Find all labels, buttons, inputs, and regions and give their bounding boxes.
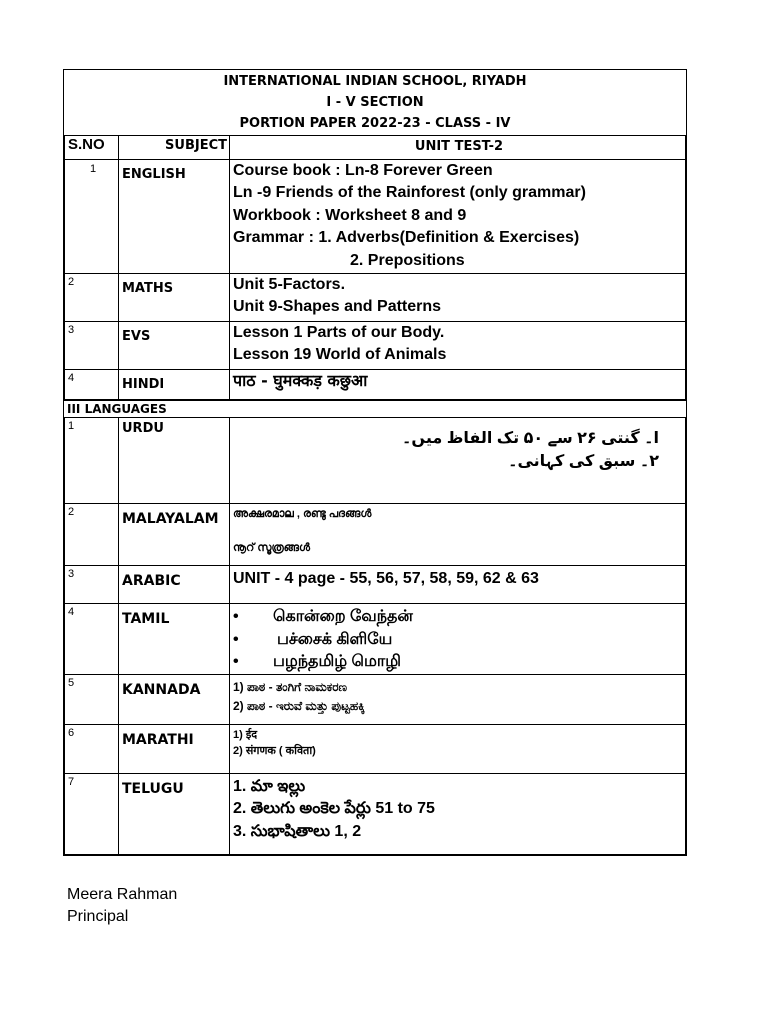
row-maths bbox=[65, 273, 686, 321]
unit-test-header: UNIT TEST-2 bbox=[230, 136, 686, 160]
row-sno: 4 bbox=[65, 603, 119, 674]
content-line: അക്ഷരമാല , രണ്ടു പദങ്ങൾ bbox=[233, 507, 372, 520]
content-line: UNIT - 4 page - 55, 56, 57, 58, 59, 62 & 63 bbox=[233, 569, 539, 587]
row-sno: 2 bbox=[65, 273, 119, 321]
row-english bbox=[65, 159, 686, 273]
row-content bbox=[230, 417, 686, 503]
content-line: Lesson 19 World of Animals bbox=[233, 346, 447, 364]
column-header-row bbox=[65, 136, 686, 160]
content-line: पाठ - घुमक्कड़ कछुआ bbox=[233, 370, 368, 390]
content-line: ۲۔ سبق کی کہانی۔ bbox=[508, 452, 659, 470]
row-arabic bbox=[65, 565, 686, 603]
row-subject: ENGLISH bbox=[119, 159, 230, 273]
paper-title: PORTION PAPER 2022-23 - CLASS - IV bbox=[239, 116, 511, 131]
row-subject: MARATHI bbox=[119, 724, 230, 773]
row-urdu bbox=[65, 417, 686, 503]
row-subject: HINDI bbox=[119, 369, 230, 399]
row-telugu bbox=[65, 773, 686, 854]
row-marathi bbox=[65, 724, 686, 773]
content-line: 2. తెలుగు అంకెల పేర్లు 51 to 75 bbox=[233, 800, 435, 818]
row-sno: 3 bbox=[65, 565, 119, 603]
bullet-item: • பழந்தமிழ் மொழி bbox=[233, 651, 685, 674]
principal-name: Meera Rahman bbox=[67, 886, 178, 903]
content-line: Grammar : 1. Adverbs(Definition & Exercises) bbox=[233, 229, 580, 247]
content-line: Workbook : Worksheet 8 and 9 bbox=[233, 206, 467, 224]
row-sno: 7 bbox=[65, 773, 119, 854]
content-line: നൂറ് സൂത്രങ്ങൾ bbox=[233, 541, 311, 554]
row-sno: 2 bbox=[65, 503, 119, 565]
languages-label: III LANGUAGES bbox=[64, 400, 686, 417]
content-line: Lesson 1 Parts of our Body. bbox=[233, 323, 445, 341]
row-content bbox=[230, 565, 686, 603]
row-content bbox=[230, 773, 686, 854]
content-line: Unit 9-Shapes and Patterns bbox=[233, 298, 442, 316]
row-content bbox=[230, 159, 686, 273]
row-subject: TAMIL bbox=[119, 603, 230, 674]
content-line: 3. సుభాషితాలు 1, 2 bbox=[233, 822, 362, 840]
row-evs bbox=[65, 321, 686, 369]
sno-header: S.NO bbox=[65, 136, 119, 160]
row-content bbox=[230, 369, 686, 399]
row-sno: 5 bbox=[65, 674, 119, 724]
row-content bbox=[230, 273, 686, 321]
signature-block bbox=[67, 884, 177, 928]
content-line: 2. Prepositions bbox=[350, 251, 465, 269]
row-subject: URDU bbox=[119, 417, 230, 503]
bullet-icon: • bbox=[233, 607, 239, 625]
document-header bbox=[64, 70, 686, 135]
content-line: ا۔ گنتی ۲۶ سے ۵۰ تک الفاظ میں۔ bbox=[402, 429, 659, 447]
principal-title: Principal bbox=[67, 908, 129, 925]
content-line: Unit 5-Factors. bbox=[233, 275, 346, 293]
content-line: 2) ಪಾಠ - ಇರುವೆ ಮತ್ತು ಪುಟ್ಟಹಕ್ಕಿ bbox=[233, 698, 365, 713]
content-line: 2) संगणक ( कविता) bbox=[233, 744, 316, 757]
subject-header: SUBJECT bbox=[119, 136, 230, 160]
school-name: INTERNATIONAL INDIAN SCHOOL, RIYADH bbox=[223, 74, 527, 89]
section-title: I - V SECTION bbox=[326, 95, 424, 110]
row-sno: 6 bbox=[65, 724, 119, 773]
row-hindi bbox=[65, 369, 686, 399]
row-subject: EVS bbox=[119, 321, 230, 369]
content-line: 1. మా ఇల్లు bbox=[233, 777, 306, 795]
row-sno: 4 bbox=[65, 369, 119, 399]
row-tamil bbox=[65, 603, 686, 674]
bullet-item: • கொன்றை வேந்தன் bbox=[233, 606, 685, 629]
row-subject: MALAYALAM bbox=[119, 503, 230, 565]
bullet-icon: • bbox=[233, 653, 239, 671]
row-kannada bbox=[65, 674, 686, 724]
row-malayalam bbox=[65, 503, 686, 565]
row-sno: 3 bbox=[65, 321, 119, 369]
portion-paper-table bbox=[63, 69, 687, 856]
row-content bbox=[230, 603, 686, 674]
row-content bbox=[230, 674, 686, 724]
row-sno: 1 bbox=[65, 159, 119, 273]
row-subject: ARABIC bbox=[119, 565, 230, 603]
row-content bbox=[230, 724, 686, 773]
row-subject: MATHS bbox=[119, 273, 230, 321]
row-content bbox=[230, 503, 686, 565]
content-line: 1) ಪಾಠ - ತಂಗಿಗೆ ನಾಮಕರಣ bbox=[233, 679, 348, 694]
bullet-item: • பச்சைக் கிளியே bbox=[233, 629, 685, 652]
bullet-icon: • bbox=[233, 630, 239, 648]
content-line: Course book : Ln-8 Forever Green bbox=[233, 161, 493, 179]
row-subject: TELUGU bbox=[119, 773, 230, 854]
content-line: Ln -9 Friends of the Rainforest (only grammar) bbox=[233, 184, 586, 202]
content-line: 1) ईद bbox=[233, 728, 258, 741]
row-sno: 1 bbox=[65, 417, 119, 503]
row-subject: KANNADA bbox=[119, 674, 230, 724]
row-content bbox=[230, 321, 686, 369]
